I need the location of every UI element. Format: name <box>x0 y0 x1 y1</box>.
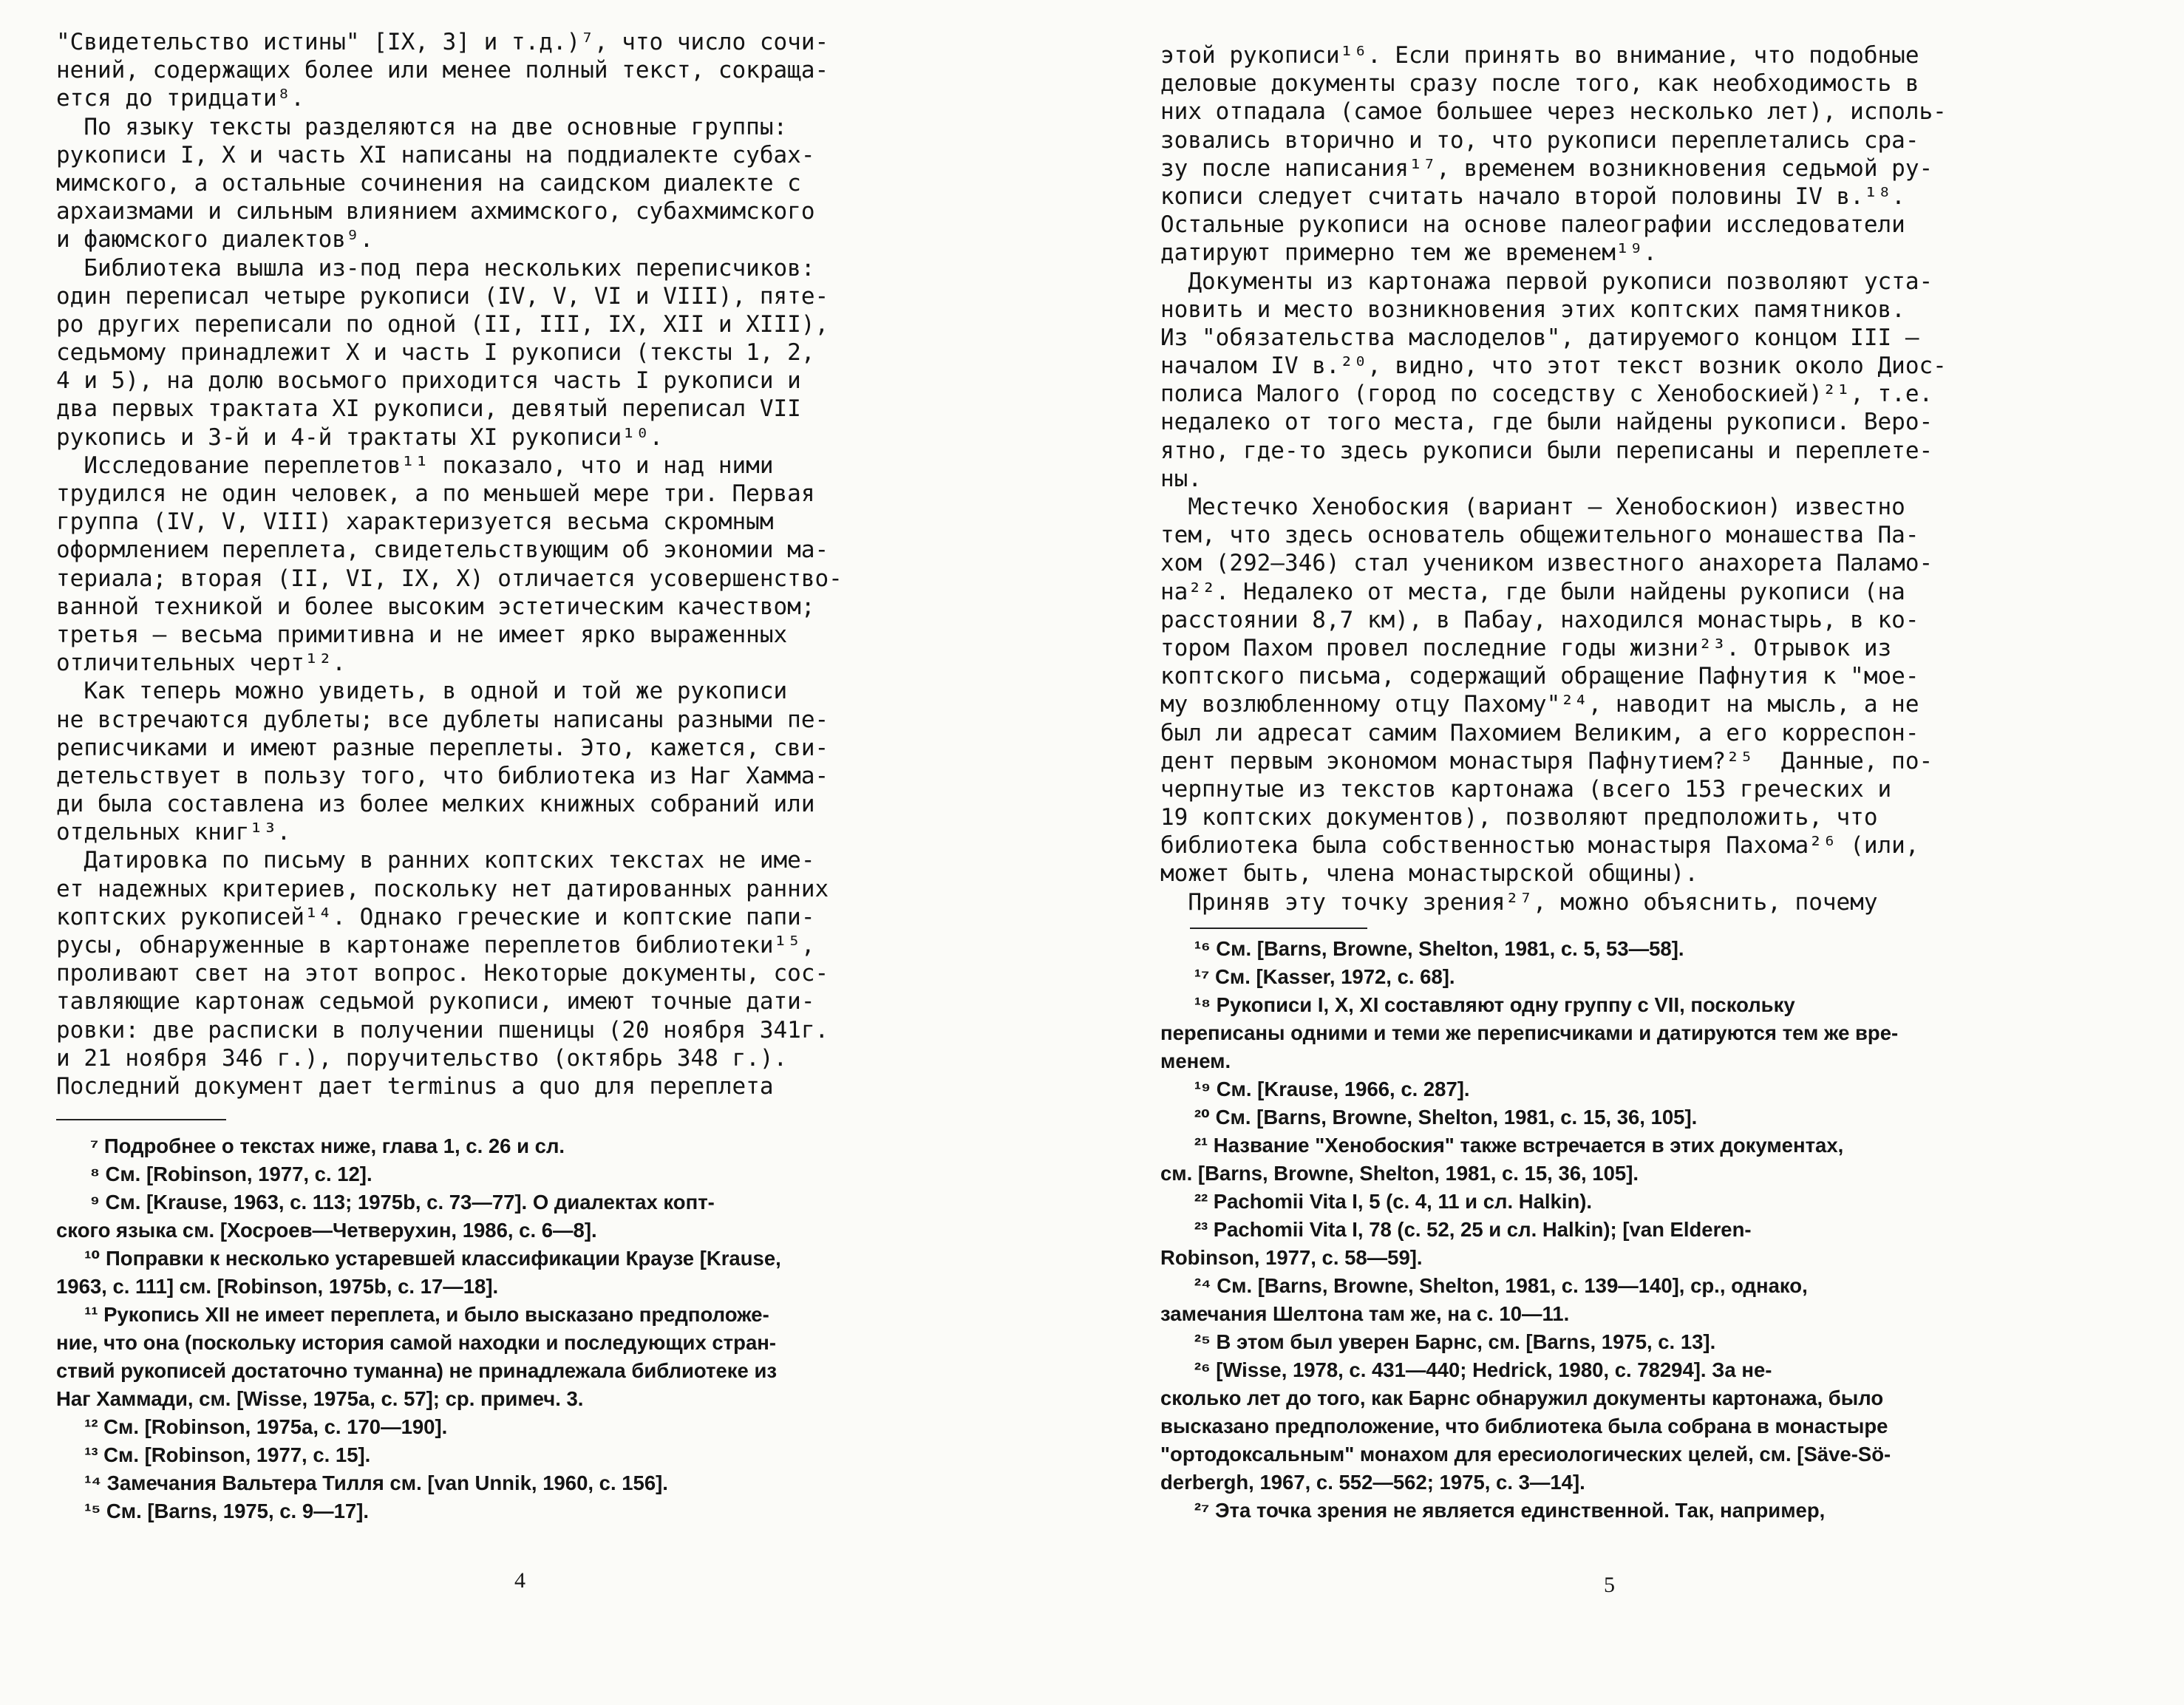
footnote-line: ⁷ Подробнее о текстах ниже, глава 1, с. 26 и сл. <box>56 1134 565 1157</box>
body-text-line: териала; вторая (II, VI, IX, X) отличается усовершенство- <box>56 565 843 592</box>
left-page-footnotes <box>56 1132 1017 1525</box>
body-text-line: полиса Малого (город по соседству с Хенобоскией)²¹, т.е. <box>1160 381 1933 408</box>
footnote-line: ⁸ См. [Robinson, 1977, с. 12]. <box>56 1163 372 1185</box>
footnote-line: сколько лет до того, как Барнс обнаружил документы картонажа, было <box>1160 1386 1884 1409</box>
body-text-line: Как теперь можно увидеть, в одной и той же рукописи <box>56 678 788 705</box>
body-text-line: ется до тридцати⁸. <box>56 85 305 112</box>
body-text-line: Исследование переплетов¹¹ показало, что и над ними <box>56 452 774 479</box>
body-text-line: может быть, члена монастырской общины). <box>1160 860 1698 888</box>
body-text-line: началом IV в.²⁰, видно, что этот текст возник около Диос- <box>1160 353 1947 380</box>
body-text-line: третья — весьма примитивна и не имеет ярко выраженных <box>56 621 788 648</box>
footnote-line: ского языка см. [Хосроев—Четверухин, 1986, с. 6—8]. <box>56 1219 597 1242</box>
footnote-line: ¹⁷ См. [Kasser, 1972, с. 68]. <box>1160 965 1455 988</box>
body-text-line: 4 и 5), на долю восьмого приходится часть I рукописи и <box>56 367 801 395</box>
body-text-line: ровки: две расписки в получении пшеницы (20 ноября 341г. <box>56 1016 829 1044</box>
footnote-line: Robinson, 1977, с. 58—59]. <box>1160 1246 1423 1269</box>
body-text-line: группа (IV, V, VIII) характеризуется весьма скромным <box>56 508 774 536</box>
body-text-line: проливают свет на этот вопрос. Некоторые документы, сос- <box>56 960 829 987</box>
body-text-line: реписчиками и имеют разные переплеты. Это, кажется, сви- <box>56 734 829 761</box>
footnote-line: ²⁷ Эта точка зрения не является единственной. Так, например, <box>1160 1499 1826 1522</box>
body-text-line: Приняв эту точку зрения²⁷, можно объяснить, почему <box>1160 888 1878 916</box>
body-text-line: коптского письма, содержащий обращение Пафнутия к "мое- <box>1160 663 1919 690</box>
body-text-line: этой рукописи¹⁶. Если принять во внимание, что подобные <box>1160 42 1919 69</box>
left-page-number: 4 <box>514 1568 525 1593</box>
footnote-line: ¹¹ Рукопись XII не имеет переплета, и было высказано предположе- <box>56 1303 769 1326</box>
footnote-line: ¹⁵ См. [Barns, 1975, с. 9—17]. <box>56 1500 370 1522</box>
footnote-line: ¹⁸ Рукописи I, X, XI составляют одну группу с VII, поскольку <box>1160 993 1795 1016</box>
body-text-line: Остальные рукописи на основе палеографии исследователи <box>1160 211 1905 239</box>
body-text-line: не встречаются дублеты; все дублеты написаны разными пе- <box>56 706 829 733</box>
right-page-number: 5 <box>1604 1573 1615 1597</box>
body-text-line: ет надежных критериев, поскольку нет датированных ранних <box>56 875 829 902</box>
footnote-line: ¹² См. [Robinson, 1975a, с. 170—190]. <box>56 1415 448 1438</box>
body-text-line: и фаюмского диалектов⁹. <box>56 226 374 253</box>
body-text-line: му возлюбленному отцу Пахому"²⁴, наводит на мысль, а не <box>1160 691 1919 718</box>
footnote-line: ²² Pachomii Vita I, 5 (с. 4, 11 и сл. Halkin). <box>1160 1190 1593 1213</box>
body-text-line: тем, что здесь основатель общежительного монашества Па- <box>1160 522 1919 549</box>
footnote-line: ²⁰ См. [Barns, Browne, Shelton, 1981, с. 15, 36, 105]. <box>1160 1106 1698 1129</box>
footnote-line: ¹⁴ Замечания Вальтера Тилля см. [van Unnik, 1960, с. 156]. <box>56 1471 668 1494</box>
footnote-line: ²⁴ См. [Barns, Browne, Shelton, 1981, с. 139—140], ср., однако, <box>1160 1274 1808 1297</box>
body-text-line: черпнутые из текстов картонажа (всего 153 греческих и <box>1160 775 1892 803</box>
body-text-line: них отпадала (самое большее через несколько лет), исполь- <box>1160 98 1947 126</box>
body-text-line: Последний документ дает terminus a quo для переплета <box>56 1072 774 1100</box>
footnote-line: ¹⁶ См. [Barns, Browne, Shelton, 1981, с. 5, 53—58]. <box>1160 937 1684 960</box>
body-text-line: русы, обнаруженные в картонаже переплетов библиотеки¹⁵, <box>56 932 815 959</box>
footnote-line: ¹⁹ См. [Krause, 1966, с. 287]. <box>1160 1078 1470 1100</box>
body-text-line: деловые документы сразу после того, как необходимость в <box>1160 70 1919 98</box>
footnote-line: менем. <box>1160 1049 1231 1072</box>
left-footnote-rule <box>56 1119 226 1120</box>
body-text-line: был ли адресат самим Пахомием Великим, а его корреспон- <box>1160 719 1919 746</box>
footnote-line: ⁹ См. [Krause, 1963, с. 113; 1975b, с. 73—77]. О диалектах копт- <box>56 1191 715 1214</box>
footnote-line: см. [Barns, Browne, Shelton, 1981, с. 15, 36, 105]. <box>1160 1162 1639 1185</box>
body-text-line: рукописи I, X и часть XI написаны на поддиалекте субах- <box>56 141 815 169</box>
body-text-line: архаизмами и сильным влиянием ахмимского, субахмимского <box>56 198 815 225</box>
body-text-line: новить и место возникновения этих коптских памятников. <box>1160 296 1905 323</box>
body-text-line: Документы из картонажа первой рукописи позволяют уста- <box>1160 268 1933 295</box>
footnote-line: ²¹ Название "Хенобоския" также встречается в этих документах, <box>1160 1134 1844 1157</box>
body-text-line: кописи следует считать начало второй половины IV в.¹⁸. <box>1160 183 1905 210</box>
body-text-line: недалеко от того места, где были найдены рукописи. Веро- <box>1160 409 1933 436</box>
body-text-line: детельствует в пользу того, что библиотека из Наг Хамма- <box>56 762 829 789</box>
footnote-line: ние, что она (поскольку история самой находки и последующих стран- <box>56 1331 777 1354</box>
body-text-line: зу после написания¹⁷, временем возникновения седьмой ру- <box>1160 154 1933 182</box>
footnote-line: Наг Хаммади, см. [Wisse, 1975a, с. 57]; ср. примеч. 3. <box>56 1387 584 1410</box>
right-page-body-text <box>1160 41 2129 916</box>
right-footnote-rule <box>1190 928 1367 929</box>
footnote-line: "ортодоксальным" монахом для ересиологических целей, см. [Säve-Sö- <box>1160 1443 1891 1466</box>
body-text-line: оформлением переплета, свидетельствующим об экономии ма- <box>56 537 829 564</box>
body-text-line: мимского, а остальные сочинения на саидском диалекте с <box>56 169 801 197</box>
body-text-line: 19 коптских документов), позволяют предположить, что <box>1160 804 1878 831</box>
body-text-line: "Свидетельство истины" [IX, 3] и т.д.)⁷, что число сочи- <box>56 29 829 55</box>
body-text-line: ро других переписали по одной (II, III, IX, XII и XIII), <box>56 310 829 338</box>
body-text-line: Библиотека вышла из-под пера нескольких переписчиков: <box>56 254 815 282</box>
footnote-line: derbergh, 1967, с. 552—562; 1975, с. 3—14]. <box>1160 1471 1585 1494</box>
footnote-line: ²⁵ В этом был уверен Барнс, см. [Barns, 1975, с. 13]. <box>1160 1330 1716 1353</box>
right-page-footnotes <box>1160 935 2129 1525</box>
body-text-line: Местечко Хенобоския (вариант — Хенобоскион) известно <box>1160 494 1905 520</box>
body-text-line: библиотека была собственностью монастыря Пахома²⁶ (или, <box>1160 832 1919 860</box>
body-text-line: зовались вторично и то, что рукописи переплетались сра- <box>1160 126 1919 154</box>
body-text-line: дент первым экономом монастыря Пафнутием?²⁵ Данные, по- <box>1160 747 1933 775</box>
body-text-line: трудился не один человек, а по меньшей мере три. Первая <box>56 480 815 507</box>
body-text-line: отдельных книг¹³. <box>56 819 291 846</box>
footnote-line: 1963, с. 111] см. [Robinson, 1975b, с. 17—18]. <box>56 1275 499 1298</box>
body-text-line: тором Пахом провел последние годы жизни²³. Отрывок из <box>1160 634 1892 661</box>
body-text-line: коптских рукописей¹⁴. Однако греческие и коптские папи- <box>56 903 815 930</box>
body-text-line: Датировка по письму в ранних коптских текстах не име- <box>56 847 815 874</box>
body-text-line: отличительных черт¹². <box>56 650 346 677</box>
footnote-line: ²⁶ [Wisse, 1978, с. 431—440; Hedrick, 1980, с. 78294]. За не- <box>1160 1358 1772 1381</box>
body-text-line: датируют примерно тем же временем¹⁹. <box>1160 239 1657 267</box>
body-text-line: нений, содержащих более или менее полный текст, сокраща- <box>56 57 829 84</box>
body-text-line: один переписал четыре рукописи (IV, V, VI и VIII), пяте- <box>56 282 829 310</box>
body-text-line: расстоянии 8,7 км), в Пабау, находился монастырь, в ко- <box>1160 606 1919 633</box>
footnote-line: ¹⁰ Поправки к несколько устаревшей классификации Краузе [Krause, <box>56 1247 781 1270</box>
body-text-line: рукопись и 3-й и 4-й трактаты XI рукописи¹⁰. <box>56 423 664 451</box>
body-text-line: на²². Недалеко от места, где были найдены рукописи (на <box>1160 578 1905 605</box>
left-page-body-text <box>56 28 1017 1100</box>
body-text-line: По языку тексты разделяются на две основные группы: <box>56 113 788 140</box>
body-text-line: ятно, где-то здесь рукописи были переписаны и переплете- <box>1160 437 1933 464</box>
footnote-line: переписаны одними и теми же переписчиками и датируются тем же вре- <box>1160 1021 1899 1044</box>
footnote-line: замечания Шелтона там же, на с. 10—11. <box>1160 1302 1570 1325</box>
footnote-line: высказано предположение, что библиотека была собрана в монастыре <box>1160 1415 1888 1437</box>
body-text-line: ди была составлена из более мелких книжных собраний или <box>56 791 815 818</box>
body-text-line: Из "обязательства маслоделов", датируемого концом III — <box>1160 324 1919 351</box>
body-text-line: ны. <box>1160 465 1202 492</box>
footnote-line: ствий рукописей достаточно туманна) не принадлежала библиотеке из <box>56 1359 778 1382</box>
body-text-line: седьмому принадлежит X и часть I рукописи (тексты 1, 2, <box>56 339 815 367</box>
body-text-line: хом (292—346) стал учеником известного анахорета Паламо- <box>1160 550 1933 577</box>
body-text-line: ванной техникой и более высоким эстетическим качеством; <box>56 593 815 620</box>
body-text-line: тавляющие картонаж седьмой рукописи, имеют точные дати- <box>56 988 815 1015</box>
footnote-line: ²³ Pachomii Vita I, 78 (с. 52, 25 и сл. Halkin); [van Elderen- <box>1160 1218 1752 1241</box>
body-text-line: два первых трактата XI рукописи, девятый переписал VII <box>56 395 801 423</box>
body-text-line: и 21 ноября 346 г.), поручительство (октябрь 348 г.). <box>56 1044 788 1072</box>
footnote-line: ¹³ См. [Robinson, 1977, с. 15]. <box>56 1443 371 1466</box>
